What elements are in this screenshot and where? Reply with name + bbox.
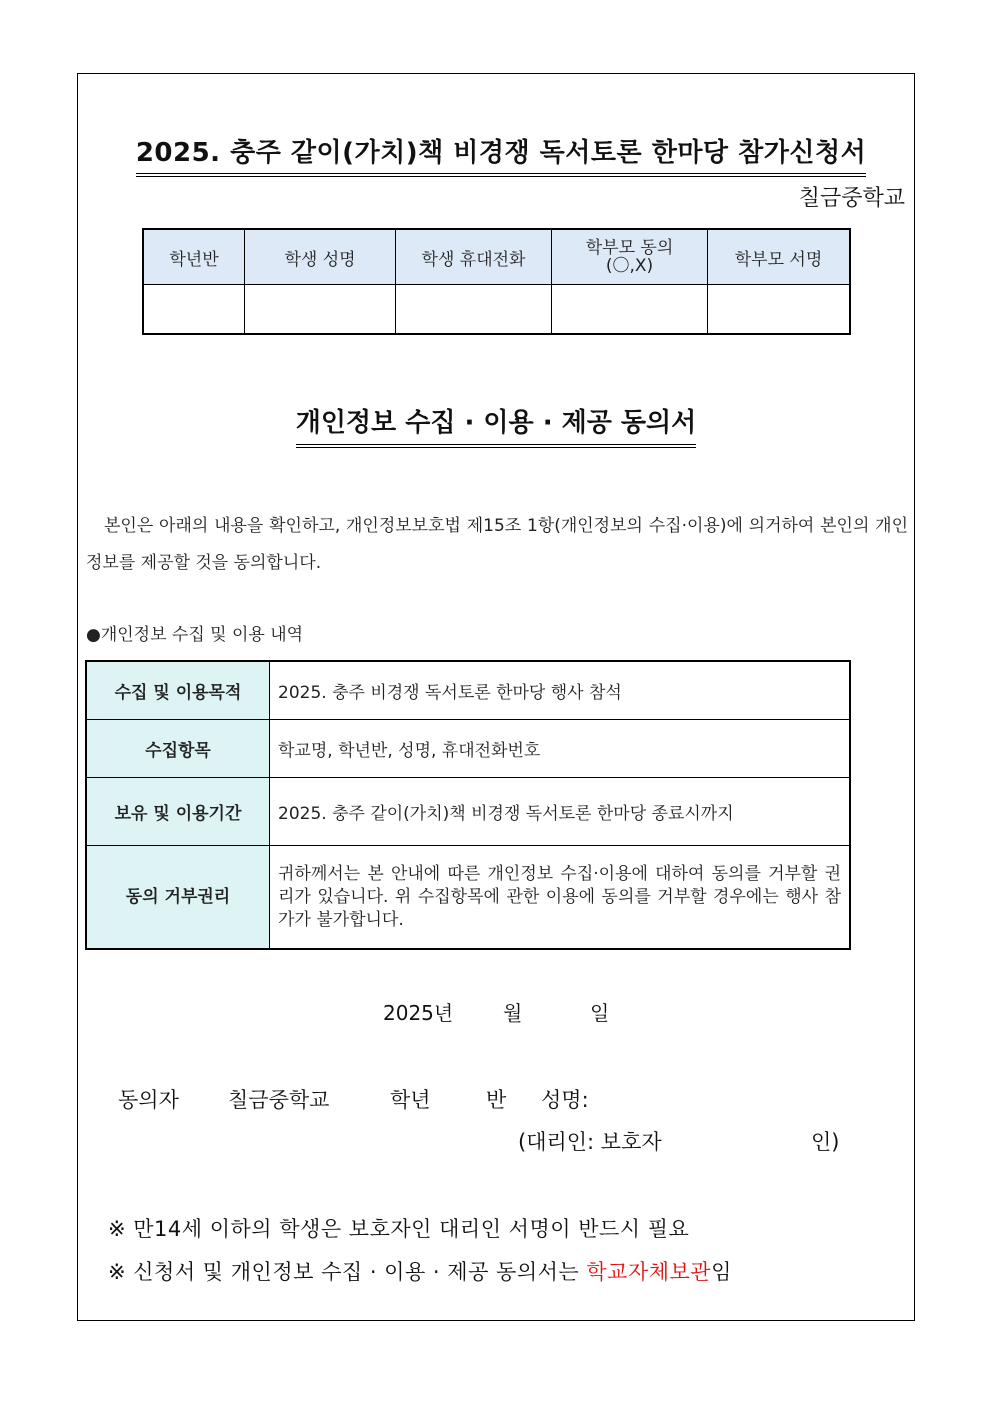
- intro-paragraph: 본인은 아래의 내용을 확인하고, 개인정보보호법 제15조 1항(개인정보의 수집·이용)에 의거하여 본인의 개인정보를 제공할 것을 동의합니다.: [86, 516, 908, 573]
- note-storage-prefix: ※ 신청서 및 개인정보 수집 · 이용 · 제공 동의서는: [108, 1260, 587, 1284]
- date-day: 일: [590, 1001, 610, 1025]
- date-month: 월: [503, 1001, 523, 1025]
- header-parent-signature: 학부모 서명: [708, 229, 851, 285]
- section-label: ●개인정보 수집 및 이용 내역: [86, 625, 304, 645]
- info-row: [86, 661, 850, 720]
- header-parent-consent-options: (〇,X): [605, 255, 654, 276]
- proxy-label: (대리인: 보호자: [518, 1130, 662, 1154]
- application-input-row: [143, 285, 850, 335]
- info-row: [86, 846, 850, 950]
- application-header-row: [143, 229, 850, 285]
- info-key-refusal: 동의 거부권리: [86, 846, 270, 950]
- info-key-items: 수집항목: [86, 720, 270, 778]
- info-value-purpose: 2025. 충주 비경쟁 독서토론 한마당 행사 참석: [270, 661, 851, 720]
- info-key-purpose: 수집 및 이용목적: [86, 661, 270, 720]
- info-table: [85, 660, 851, 950]
- consenter-class: 반: [486, 1088, 507, 1112]
- info-key-period: 보유 및 이용기간: [86, 778, 270, 846]
- consent-title: 개인정보 수집 · 이용 · 제공 동의서: [0, 402, 992, 448]
- page-title: 2025. 충주 같이(가치)책 비경쟁 독서토론 한마당 참가신청서: [0, 132, 992, 177]
- header-student-phone: 학생 휴대전화: [396, 229, 552, 285]
- date-year: 2025년: [383, 1001, 454, 1025]
- note-storage-suffix: 임: [711, 1260, 732, 1284]
- header-grade-class: 학년반: [143, 229, 245, 285]
- consenter-label: 동의자: [118, 1088, 179, 1112]
- cell-student-name[interactable]: [245, 285, 396, 335]
- info-value-refusal: 귀하께서는 본 안내에 따른 개인정보 수집·이용에 대하여 동의를 거부할 권리가 있습니다. 위 수집항목에 관한 이용에 동의를 거부할 경우에는 행사 참가가 불가합니다.: [270, 846, 851, 950]
- cell-grade-class[interactable]: [143, 285, 245, 335]
- header-parent-consent-label: 학부모 동의: [585, 237, 674, 258]
- header-parent-consent: [552, 229, 708, 285]
- consenter-name: 성명:: [541, 1088, 589, 1112]
- cell-student-phone[interactable]: [396, 285, 552, 335]
- cell-parent-consent[interactable]: [552, 285, 708, 335]
- school-name: 칠금중학교: [798, 186, 905, 211]
- header-student-name: 학생 성명: [245, 229, 396, 285]
- cell-parent-signature[interactable]: [708, 285, 851, 335]
- proxy-seal: 인): [811, 1130, 840, 1154]
- note-storage-highlight: 학교자체보관: [586, 1260, 712, 1284]
- consenter-school: 칠금중학교: [228, 1088, 330, 1112]
- info-value-items: 학교명, 학년반, 성명, 휴대전화번호: [270, 720, 851, 778]
- consenter-grade: 학년: [390, 1088, 431, 1112]
- note-signature-required: ※ 만14세 이하의 학생은 보호자인 대리인 서명이 반드시 필요: [108, 1217, 690, 1241]
- application-table: [142, 228, 851, 335]
- info-row: [86, 720, 850, 778]
- info-row: [86, 778, 850, 846]
- info-value-period: 2025. 충주 같이(가치)책 비경쟁 독서토론 한마당 종료시까지: [270, 778, 851, 846]
- note-storage: [108, 1256, 732, 1286]
